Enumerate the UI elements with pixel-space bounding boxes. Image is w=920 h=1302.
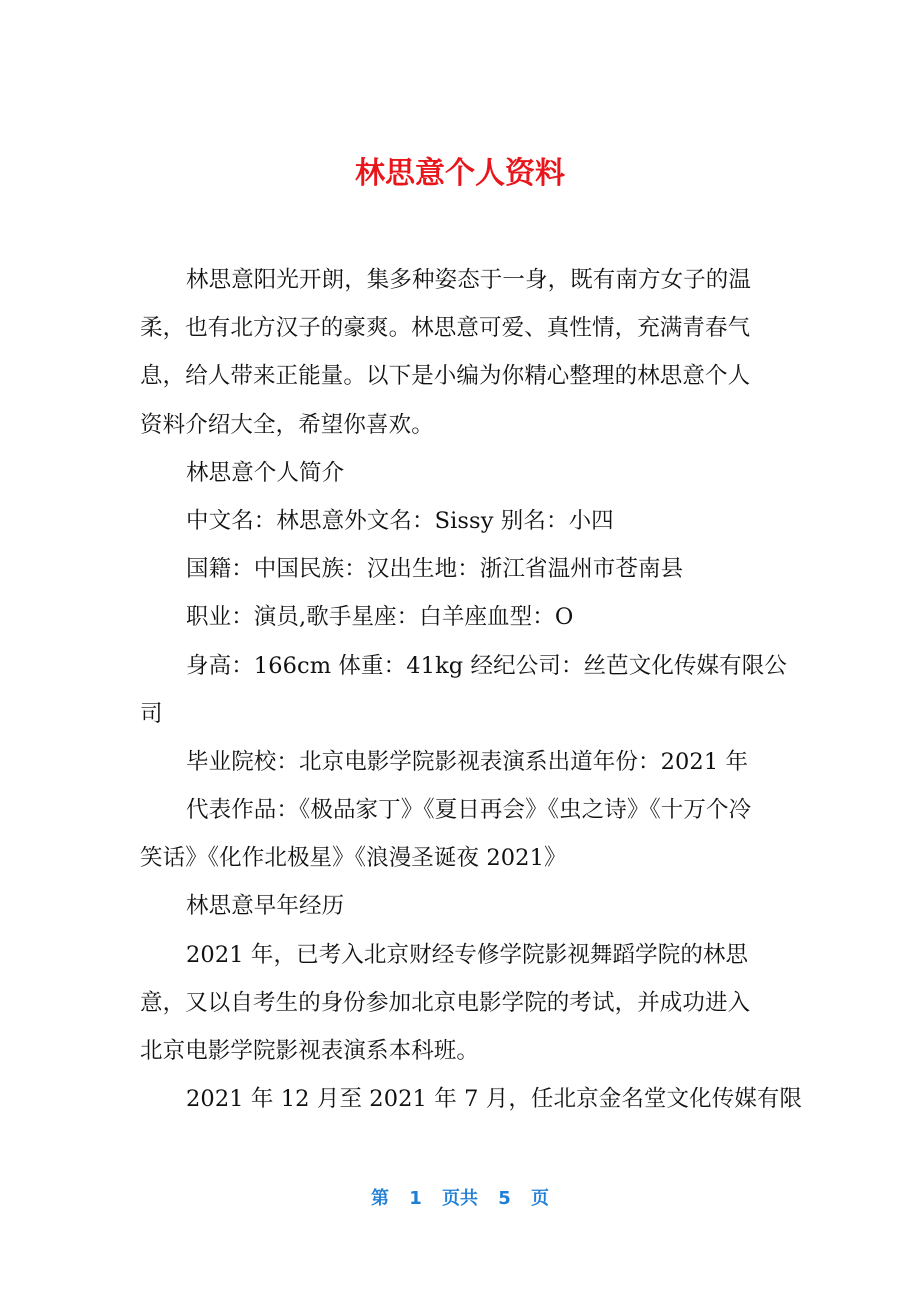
text-line: 息，给人带来正能量。以下是小编为你精心整理的林思意个人 (140, 363, 751, 390)
text-line: 林思意阳光开朗，集多种姿态于一身，既有南方女子的温 (186, 267, 752, 293)
document-body (140, 262, 803, 1129)
text-line: 毕业院校：北京电影学院影视表演系出道年份：2021 年 (186, 748, 749, 775)
text-line: 意，又以自考生的身份参加北京电影学院的考试，并成功进入 (140, 989, 751, 1016)
text-line: 司 (140, 700, 163, 727)
text-line: 2021 年 12 月至 2021 年 7 月，任北京金名堂文化传媒有限 (186, 1086, 803, 1113)
text-line: 代表作品：《极品家丁》《夏日再会》《虫之诗》《十万个冷 (186, 797, 752, 824)
document-title: 林思意个人资料 (355, 156, 565, 191)
text-line: 中文名：林思意外文名：Sissy 别名：小四 (186, 507, 614, 534)
text-line: 国籍：中国民族：汉出生地：浙江省温州市苍南县 (186, 556, 684, 583)
text-line: 北京电影学院影视表演系本科班。 (140, 1038, 480, 1064)
text-line: 林思意早年经历 (186, 893, 345, 920)
text-line: 笑话》《化作北极星》《浪漫圣诞夜 2021》 (140, 845, 567, 872)
text-line: 林思意个人简介 (186, 459, 345, 486)
text-line: 柔，也有北方汉子的豪爽。林思意可爱、真性情，充满青春气 (140, 315, 751, 342)
text-line: 身高：166cm 体重：41kg 经纪公司：丝芭文化传媒有限公 (186, 652, 787, 679)
text-line: 职业：演员,歌手星座：白羊座血型：O (186, 604, 574, 631)
text-line: 2021 年，已考入北京财经专修学院影视舞蹈学院的林思 (186, 941, 749, 968)
text-line: 资料介绍大全，希望你喜欢。 (140, 411, 434, 438)
page-footer: 第 1 页共 5 页 (370, 1188, 550, 1209)
